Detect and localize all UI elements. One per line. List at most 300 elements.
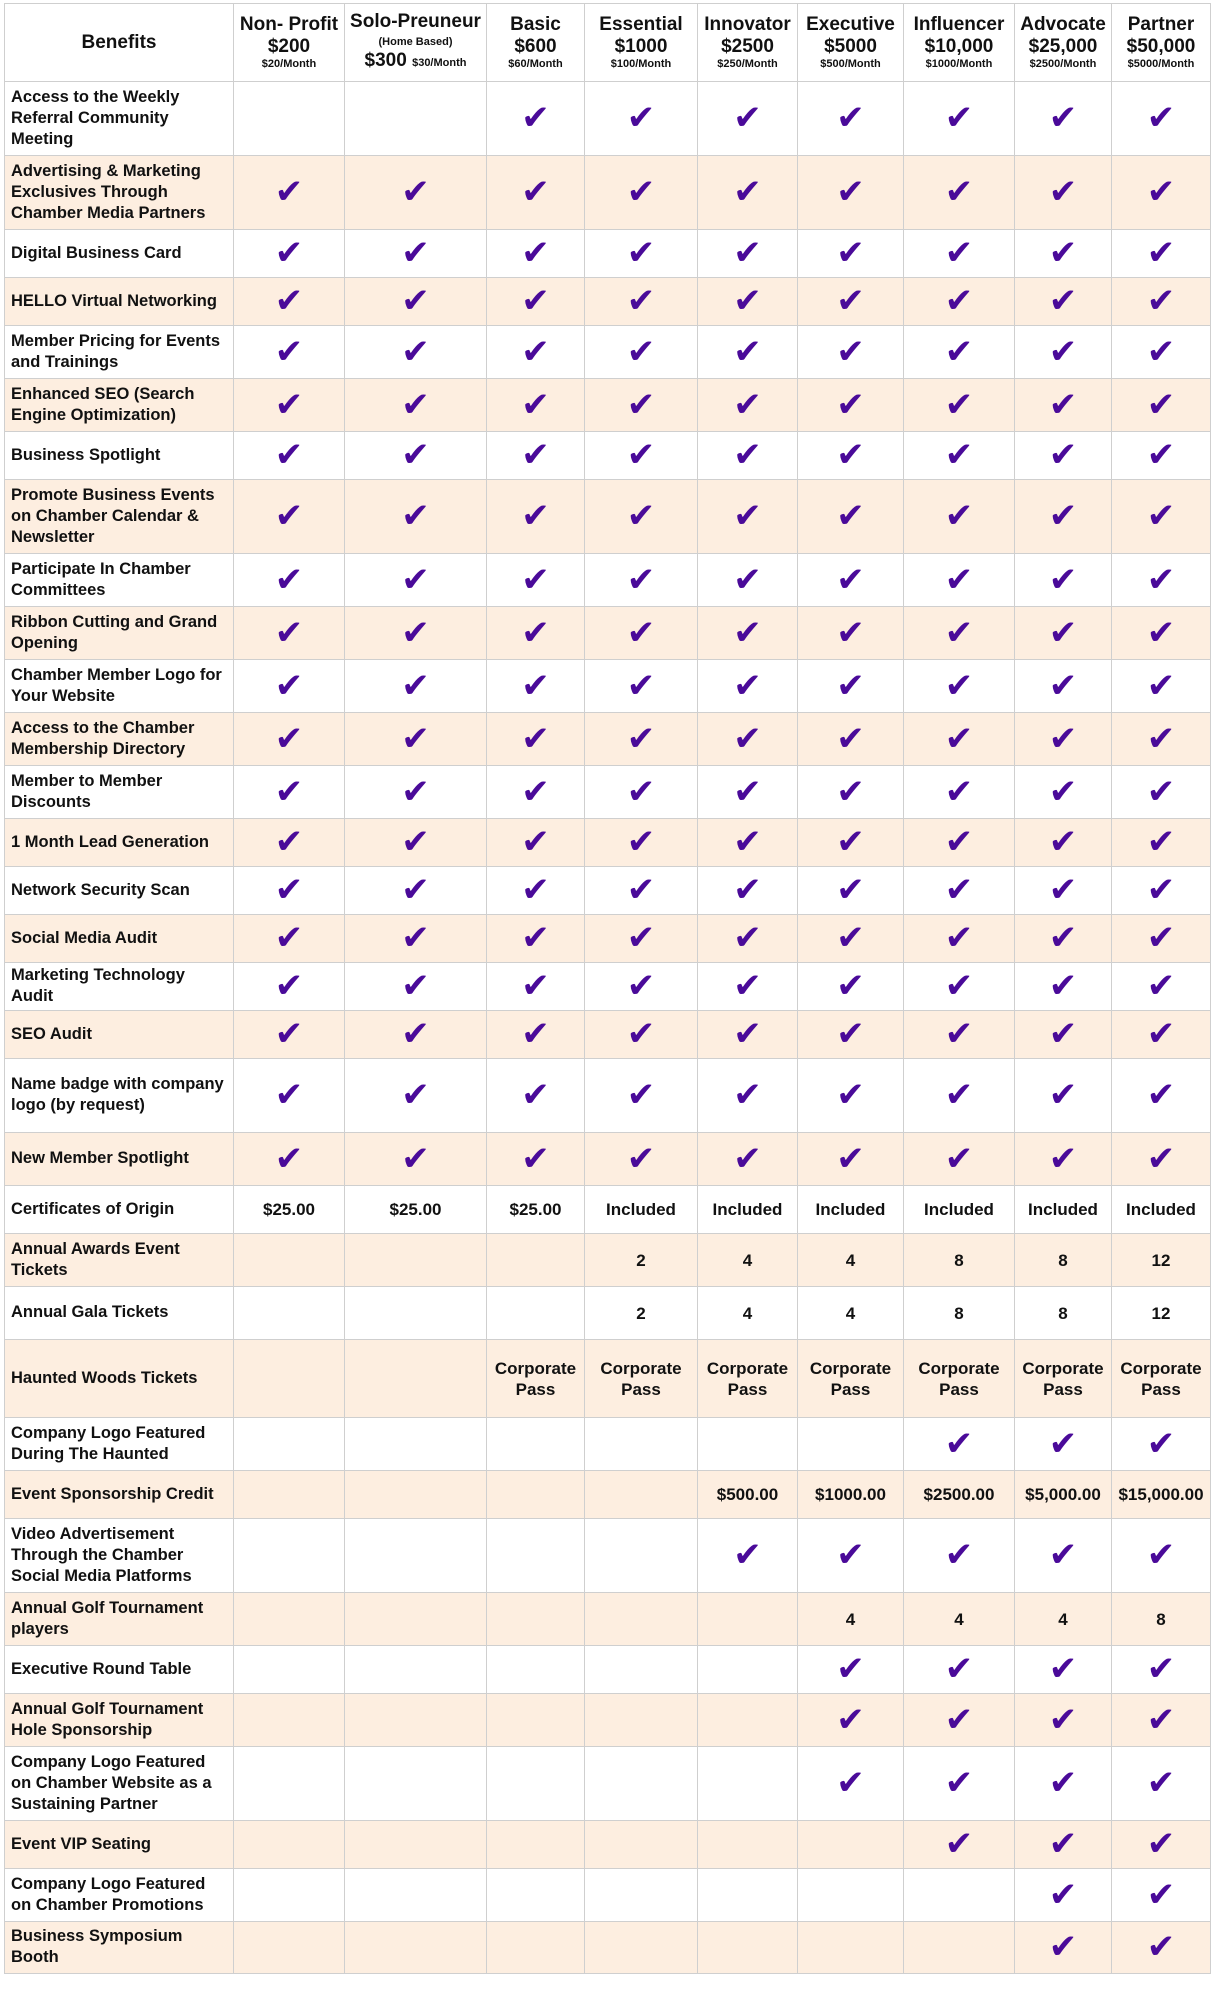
value-cell: Corporate Pass bbox=[698, 1340, 798, 1418]
checkmark-icon: ✔ bbox=[836, 435, 865, 475]
checkmark-cell bbox=[698, 1133, 798, 1186]
table-body bbox=[5, 82, 1211, 1974]
tier-price: $50,000 bbox=[1126, 36, 1196, 57]
checkmark-icon: ✔ bbox=[1048, 1535, 1078, 1575]
table-row bbox=[5, 379, 1211, 432]
checkmark-icon: ✔ bbox=[1048, 1138, 1078, 1179]
tier-header-3 bbox=[487, 4, 585, 82]
checkmark-cell bbox=[585, 326, 698, 379]
checkmark-cell bbox=[1015, 1869, 1112, 1922]
checkmark-cell bbox=[698, 660, 798, 713]
checkmark-cell bbox=[698, 480, 798, 554]
checkmark-icon: ✔ bbox=[1146, 435, 1176, 475]
checkmark-icon: ✔ bbox=[1048, 665, 1078, 706]
empty-cell bbox=[798, 1869, 904, 1922]
checkmark-icon: ✔ bbox=[836, 771, 865, 812]
table-row bbox=[5, 480, 1211, 554]
checkmark-cell bbox=[1015, 1059, 1112, 1133]
checkmark-icon: ✔ bbox=[1146, 1763, 1176, 1803]
checkmark-cell bbox=[698, 766, 798, 819]
checkmark-cell bbox=[1015, 554, 1112, 607]
table-row bbox=[5, 607, 1211, 660]
benefit-label: Access to the Chamber Membership Directory bbox=[5, 713, 234, 766]
empty-cell bbox=[345, 1694, 487, 1747]
checkmark-cell bbox=[1112, 1011, 1211, 1059]
checkmark-icon: ✔ bbox=[401, 559, 430, 600]
benefit-label: Company Logo Featured During The Haunted bbox=[5, 1418, 234, 1471]
checkmark-cell bbox=[904, 1821, 1015, 1869]
empty-cell bbox=[234, 1747, 345, 1821]
benefit-label: 1 Month Lead Generation bbox=[5, 819, 234, 867]
tier-name: Influencer bbox=[913, 14, 1005, 35]
checkmark-cell bbox=[904, 1133, 1015, 1186]
benefit-label: Social Media Audit bbox=[5, 915, 234, 963]
checkmark-cell bbox=[1112, 1869, 1211, 1922]
checkmark-icon: ✔ bbox=[1146, 1138, 1176, 1179]
table-row bbox=[5, 1747, 1211, 1821]
checkmark-cell bbox=[904, 867, 1015, 915]
checkmark-icon: ✔ bbox=[626, 612, 656, 653]
checkmark-cell bbox=[487, 432, 585, 480]
checkmark-icon: ✔ bbox=[836, 384, 865, 425]
tier-note: (Home Based) bbox=[378, 36, 453, 48]
checkmark-cell bbox=[904, 713, 1015, 766]
empty-cell bbox=[585, 1593, 698, 1646]
empty-cell bbox=[345, 1519, 487, 1593]
checkmark-icon: ✔ bbox=[836, 822, 865, 862]
checkmark-cell bbox=[234, 480, 345, 554]
empty-cell bbox=[798, 1418, 904, 1471]
tier-price: $2500 bbox=[721, 36, 774, 57]
checkmark-icon: ✔ bbox=[1146, 331, 1176, 372]
checkmark-cell bbox=[698, 1059, 798, 1133]
empty-cell bbox=[345, 1471, 487, 1519]
checkmark-icon: ✔ bbox=[836, 918, 865, 958]
empty-cell bbox=[487, 1418, 585, 1471]
benefit-label: Enhanced SEO (Search Engine Optimization) bbox=[5, 379, 234, 432]
checkmark-cell bbox=[345, 713, 487, 766]
checkmark-icon: ✔ bbox=[836, 1699, 865, 1740]
checkmark-cell bbox=[1112, 554, 1211, 607]
checkmark-icon: ✔ bbox=[944, 612, 974, 653]
checkmark-cell bbox=[345, 379, 487, 432]
checkmark-icon: ✔ bbox=[1048, 1014, 1078, 1054]
checkmark-icon: ✔ bbox=[1048, 172, 1078, 212]
checkmark-cell bbox=[585, 1011, 698, 1059]
checkmark-icon: ✔ bbox=[626, 233, 656, 273]
benefit-label: Advertising & Marketing Exclusives Through Chamber Media Partners bbox=[5, 156, 234, 230]
value-cell: 4 bbox=[798, 1593, 904, 1646]
benefit-label: Access to the Weekly Referral Community Meeting bbox=[5, 82, 234, 156]
tier-header-2 bbox=[345, 4, 487, 82]
checkmark-cell bbox=[1112, 1059, 1211, 1133]
checkmark-icon: ✔ bbox=[944, 870, 974, 910]
table-row bbox=[5, 1133, 1211, 1186]
checkmark-icon: ✔ bbox=[274, 496, 304, 536]
checkmark-icon: ✔ bbox=[274, 870, 304, 910]
empty-cell bbox=[487, 1922, 585, 1974]
checkmark-icon: ✔ bbox=[1048, 718, 1078, 759]
value-cell: $25.00 bbox=[234, 1186, 345, 1234]
checkmark-icon: ✔ bbox=[626, 384, 656, 425]
value-cell: 4 bbox=[798, 1287, 904, 1340]
checkmark-icon: ✔ bbox=[1146, 233, 1176, 273]
checkmark-cell bbox=[487, 379, 585, 432]
checkmark-cell bbox=[234, 660, 345, 713]
empty-cell bbox=[234, 1234, 345, 1287]
checkmark-cell bbox=[585, 660, 698, 713]
checkmark-cell bbox=[798, 867, 904, 915]
checkmark-icon: ✔ bbox=[944, 1535, 974, 1575]
checkmark-icon: ✔ bbox=[626, 559, 656, 600]
benefits-column-header: Benefits bbox=[5, 4, 234, 82]
checkmark-cell bbox=[585, 156, 698, 230]
empty-cell bbox=[487, 1646, 585, 1694]
checkmark-icon: ✔ bbox=[944, 1138, 974, 1179]
checkmark-cell bbox=[1015, 915, 1112, 963]
tier-name: Basic bbox=[510, 14, 561, 35]
value-cell: Included bbox=[904, 1186, 1015, 1234]
checkmark-cell bbox=[904, 1519, 1015, 1593]
benefit-label: Company Logo Featured on Chamber Promotions bbox=[5, 1869, 234, 1922]
checkmark-icon: ✔ bbox=[733, 496, 762, 536]
value-cell: 8 bbox=[904, 1234, 1015, 1287]
benefit-label: Chamber Member Logo for Your Website bbox=[5, 660, 234, 713]
table-row bbox=[5, 1011, 1211, 1059]
checkmark-icon: ✔ bbox=[626, 665, 656, 706]
checkmark-cell bbox=[1112, 963, 1211, 1011]
checkmark-icon: ✔ bbox=[401, 172, 430, 212]
tier-name: Partner bbox=[1127, 14, 1195, 35]
benefit-label: Event VIP Seating bbox=[5, 1821, 234, 1869]
empty-cell bbox=[585, 1922, 698, 1974]
empty-cell bbox=[585, 1646, 698, 1694]
checkmark-icon: ✔ bbox=[401, 1014, 430, 1054]
checkmark-icon: ✔ bbox=[521, 559, 550, 600]
empty-cell bbox=[234, 1287, 345, 1340]
tier-price: $25,000 bbox=[1028, 36, 1098, 57]
value-cell: 12 bbox=[1112, 1287, 1211, 1340]
table-row bbox=[5, 1340, 1211, 1418]
checkmark-cell bbox=[798, 766, 904, 819]
empty-cell bbox=[904, 1922, 1015, 1974]
empty-cell bbox=[234, 1869, 345, 1922]
table-row bbox=[5, 326, 1211, 379]
checkmark-icon: ✔ bbox=[626, 281, 656, 321]
checkmark-cell bbox=[234, 379, 345, 432]
checkmark-icon: ✔ bbox=[274, 281, 304, 321]
table-row bbox=[5, 1593, 1211, 1646]
checkmark-cell bbox=[798, 1059, 904, 1133]
checkmark-cell bbox=[1015, 1646, 1112, 1694]
checkmark-cell bbox=[1112, 1922, 1211, 1974]
checkmark-cell bbox=[345, 819, 487, 867]
checkmark-icon: ✔ bbox=[836, 559, 865, 600]
benefit-label: Ribbon Cutting and Grand Opening bbox=[5, 607, 234, 660]
checkmark-icon: ✔ bbox=[944, 1824, 974, 1864]
checkmark-icon: ✔ bbox=[836, 1075, 865, 1115]
checkmark-cell bbox=[904, 278, 1015, 326]
checkmark-icon: ✔ bbox=[1048, 384, 1078, 425]
table-row bbox=[5, 1059, 1211, 1133]
checkmark-icon: ✔ bbox=[401, 435, 430, 475]
value-cell: Corporate Pass bbox=[585, 1340, 698, 1418]
empty-cell bbox=[698, 1418, 798, 1471]
checkmark-cell bbox=[798, 1646, 904, 1694]
table-row bbox=[5, 766, 1211, 819]
table-row bbox=[5, 432, 1211, 480]
benefit-label: Annual Golf Tournament Hole Sponsorship bbox=[5, 1694, 234, 1747]
checkmark-icon: ✔ bbox=[626, 98, 656, 138]
checkmark-icon: ✔ bbox=[274, 1014, 304, 1054]
checkmark-icon: ✔ bbox=[944, 1014, 974, 1054]
benefit-label: Event Sponsorship Credit bbox=[5, 1471, 234, 1519]
checkmark-cell bbox=[345, 867, 487, 915]
checkmark-icon: ✔ bbox=[521, 612, 550, 653]
checkmark-icon: ✔ bbox=[274, 331, 304, 372]
checkmark-cell bbox=[487, 766, 585, 819]
tier-name: Innovator bbox=[704, 14, 791, 35]
checkmark-icon: ✔ bbox=[401, 496, 430, 536]
checkmark-cell bbox=[487, 82, 585, 156]
checkmark-icon: ✔ bbox=[274, 233, 304, 273]
checkmark-cell bbox=[487, 915, 585, 963]
checkmark-icon: ✔ bbox=[1048, 1763, 1078, 1803]
empty-cell bbox=[698, 1821, 798, 1869]
checkmark-icon: ✔ bbox=[1048, 1423, 1078, 1464]
checkmark-icon: ✔ bbox=[626, 918, 656, 958]
checkmark-icon: ✔ bbox=[1146, 98, 1176, 138]
checkmark-cell bbox=[487, 326, 585, 379]
checkmark-cell bbox=[904, 766, 1015, 819]
checkmark-cell bbox=[904, 480, 1015, 554]
checkmark-cell bbox=[234, 1011, 345, 1059]
checkmark-icon: ✔ bbox=[836, 98, 865, 138]
checkmark-cell bbox=[904, 1646, 1015, 1694]
value-cell: $25.00 bbox=[487, 1186, 585, 1234]
checkmark-icon: ✔ bbox=[274, 1138, 304, 1179]
checkmark-icon: ✔ bbox=[1048, 559, 1078, 600]
checkmark-cell bbox=[904, 1418, 1015, 1471]
checkmark-cell bbox=[698, 326, 798, 379]
checkmark-icon: ✔ bbox=[401, 870, 430, 910]
benefit-label: HELLO Virtual Networking bbox=[5, 278, 234, 326]
table-row bbox=[5, 1694, 1211, 1747]
checkmark-icon: ✔ bbox=[521, 331, 550, 372]
checkmark-icon: ✔ bbox=[733, 331, 762, 372]
table-row bbox=[5, 1287, 1211, 1340]
checkmark-cell bbox=[1112, 915, 1211, 963]
tier-price: $5000 bbox=[824, 36, 877, 57]
checkmark-cell bbox=[234, 278, 345, 326]
checkmark-icon: ✔ bbox=[521, 435, 550, 475]
checkmark-cell bbox=[585, 915, 698, 963]
tier-name: Solo-Preuneur bbox=[350, 11, 481, 32]
checkmark-icon: ✔ bbox=[521, 1075, 550, 1115]
checkmark-cell bbox=[345, 230, 487, 278]
checkmark-cell bbox=[904, 819, 1015, 867]
checkmark-icon: ✔ bbox=[944, 172, 974, 212]
empty-cell bbox=[345, 1869, 487, 1922]
checkmark-icon: ✔ bbox=[274, 384, 304, 425]
tier-price: $600 bbox=[514, 36, 557, 57]
checkmark-icon: ✔ bbox=[274, 918, 304, 958]
table-row bbox=[5, 1186, 1211, 1234]
checkmark-cell bbox=[345, 766, 487, 819]
checkmark-cell bbox=[1112, 1694, 1211, 1747]
checkmark-icon: ✔ bbox=[733, 1014, 762, 1054]
tier-monthly: $30/Month bbox=[412, 57, 467, 69]
checkmark-cell bbox=[698, 713, 798, 766]
empty-cell bbox=[234, 1821, 345, 1869]
benefit-label: Certificates of Origin bbox=[5, 1186, 234, 1234]
empty-cell bbox=[698, 1646, 798, 1694]
checkmark-cell bbox=[1015, 607, 1112, 660]
checkmark-icon: ✔ bbox=[1146, 870, 1176, 910]
checkmark-icon: ✔ bbox=[401, 718, 430, 759]
checkmark-icon: ✔ bbox=[944, 665, 974, 706]
checkmark-icon: ✔ bbox=[521, 966, 550, 1006]
checkmark-cell bbox=[904, 915, 1015, 963]
empty-cell bbox=[698, 1593, 798, 1646]
empty-cell bbox=[345, 1922, 487, 1974]
checkmark-cell bbox=[798, 819, 904, 867]
value-cell: 8 bbox=[904, 1287, 1015, 1340]
empty-cell bbox=[487, 1694, 585, 1747]
empty-cell bbox=[798, 1821, 904, 1869]
value-cell: Corporate Pass bbox=[1112, 1340, 1211, 1418]
checkmark-cell bbox=[1015, 1519, 1112, 1593]
checkmark-icon: ✔ bbox=[1146, 1927, 1176, 1967]
benefit-label: Video Advertisement Through the Chamber Social Media Platforms bbox=[5, 1519, 234, 1593]
tier-price: $200 bbox=[267, 36, 311, 57]
checkmark-icon: ✔ bbox=[1146, 496, 1176, 536]
checkmark-icon: ✔ bbox=[1146, 918, 1176, 958]
value-cell: 12 bbox=[1112, 1234, 1211, 1287]
benefit-label: Business Symposium Booth bbox=[5, 1922, 234, 1974]
checkmark-icon: ✔ bbox=[733, 1535, 762, 1575]
checkmark-icon: ✔ bbox=[274, 718, 304, 759]
checkmark-icon: ✔ bbox=[1146, 1649, 1176, 1689]
value-cell: Included bbox=[698, 1186, 798, 1234]
checkmark-icon: ✔ bbox=[1146, 281, 1176, 321]
checkmark-icon: ✔ bbox=[521, 822, 550, 862]
checkmark-icon: ✔ bbox=[401, 1138, 430, 1179]
checkmark-icon: ✔ bbox=[1048, 870, 1078, 910]
checkmark-cell bbox=[1112, 713, 1211, 766]
checkmark-cell bbox=[698, 607, 798, 660]
table-row bbox=[5, 1471, 1211, 1519]
checkmark-cell bbox=[1015, 867, 1112, 915]
checkmark-cell bbox=[904, 82, 1015, 156]
checkmark-icon: ✔ bbox=[733, 233, 762, 273]
empty-cell bbox=[698, 1694, 798, 1747]
checkmark-cell bbox=[585, 819, 698, 867]
checkmark-icon: ✔ bbox=[274, 822, 304, 862]
checkmark-icon: ✔ bbox=[944, 1649, 974, 1689]
benefit-label: Annual Gala Tickets bbox=[5, 1287, 234, 1340]
tier-price: $1000 bbox=[614, 36, 668, 57]
table-row bbox=[5, 1418, 1211, 1471]
empty-cell bbox=[234, 82, 345, 156]
checkmark-icon: ✔ bbox=[944, 98, 974, 138]
checkmark-cell bbox=[904, 660, 1015, 713]
checkmark-cell bbox=[1015, 1011, 1112, 1059]
value-cell: 8 bbox=[1015, 1287, 1112, 1340]
empty-cell bbox=[345, 1234, 487, 1287]
value-cell: 4 bbox=[698, 1234, 798, 1287]
tier-monthly: $250/Month bbox=[717, 58, 778, 70]
checkmark-cell bbox=[487, 230, 585, 278]
checkmark-cell bbox=[698, 963, 798, 1011]
checkmark-cell bbox=[904, 963, 1015, 1011]
empty-cell bbox=[585, 1418, 698, 1471]
checkmark-cell bbox=[234, 713, 345, 766]
checkmark-icon: ✔ bbox=[944, 384, 974, 425]
checkmark-cell bbox=[487, 278, 585, 326]
checkmark-icon: ✔ bbox=[836, 718, 865, 759]
checkmark-cell bbox=[345, 963, 487, 1011]
checkmark-cell bbox=[1015, 230, 1112, 278]
checkmark-icon: ✔ bbox=[521, 233, 550, 273]
tier-name: Essential bbox=[599, 14, 683, 35]
checkmark-icon: ✔ bbox=[836, 1138, 865, 1179]
value-cell: 2 bbox=[585, 1287, 698, 1340]
value-cell: 8 bbox=[1015, 1234, 1112, 1287]
checkmark-cell bbox=[1112, 230, 1211, 278]
empty-cell bbox=[234, 1418, 345, 1471]
membership-benefits-table bbox=[4, 3, 1211, 1974]
table-row bbox=[5, 915, 1211, 963]
checkmark-cell bbox=[345, 156, 487, 230]
checkmark-cell bbox=[1112, 1133, 1211, 1186]
checkmark-icon: ✔ bbox=[521, 718, 550, 759]
checkmark-icon: ✔ bbox=[1048, 1824, 1078, 1864]
checkmark-icon: ✔ bbox=[1048, 1874, 1078, 1915]
value-cell: 4 bbox=[698, 1287, 798, 1340]
checkmark-icon: ✔ bbox=[733, 870, 762, 910]
checkmark-cell bbox=[585, 379, 698, 432]
checkmark-cell bbox=[698, 915, 798, 963]
tier-monthly: $100/Month bbox=[610, 58, 672, 70]
checkmark-cell bbox=[345, 660, 487, 713]
checkmark-cell bbox=[345, 278, 487, 326]
checkmark-icon: ✔ bbox=[944, 1699, 974, 1740]
checkmark-cell bbox=[487, 713, 585, 766]
checkmark-cell bbox=[487, 156, 585, 230]
checkmark-cell bbox=[585, 1059, 698, 1133]
checkmark-cell bbox=[1015, 480, 1112, 554]
checkmark-icon: ✔ bbox=[401, 665, 430, 706]
checkmark-icon: ✔ bbox=[944, 918, 974, 958]
checkmark-cell bbox=[1112, 480, 1211, 554]
checkmark-cell bbox=[698, 432, 798, 480]
tier-price: $300 bbox=[364, 50, 407, 71]
checkmark-cell bbox=[1112, 82, 1211, 156]
empty-cell bbox=[345, 1418, 487, 1471]
checkmark-icon: ✔ bbox=[274, 665, 304, 706]
checkmark-icon: ✔ bbox=[733, 281, 762, 321]
checkmark-icon: ✔ bbox=[836, 331, 865, 372]
checkmark-icon: ✔ bbox=[733, 822, 762, 862]
checkmark-cell bbox=[798, 480, 904, 554]
tier-header-6 bbox=[798, 4, 904, 82]
checkmark-icon: ✔ bbox=[733, 435, 762, 475]
checkmark-cell bbox=[1015, 1821, 1112, 1869]
checkmark-cell bbox=[1015, 713, 1112, 766]
checkmark-icon: ✔ bbox=[733, 918, 762, 958]
empty-cell bbox=[904, 1869, 1015, 1922]
